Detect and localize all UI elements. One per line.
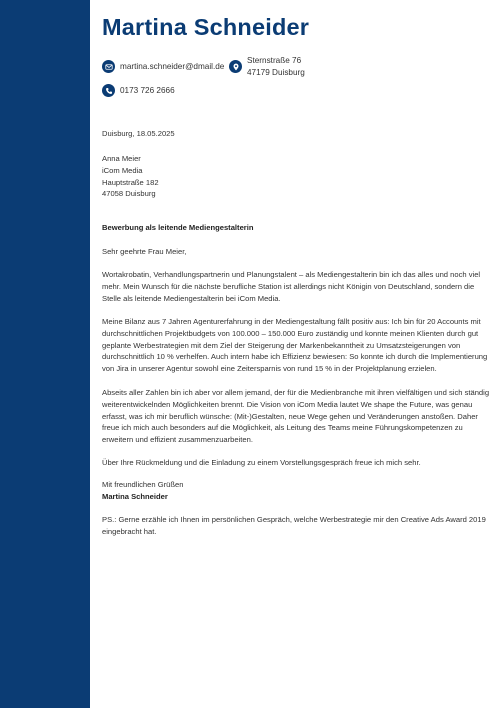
letter-subject: Bewerbung als leitende Mediengestalterin — [102, 223, 254, 232]
paragraph-motivation: Abseits aller Zahlen bin ich aber vor allem jemand, der für die Medienbranche mit ihren vielfältigen und sich ständig weiterentwickelnden Möglichkeiten brennt. Die Vision von iCom Media lautet We shape the Future, was genau erfasst, was ich mir beruflich wünsche: (Mit-)Gestalten, neue Wege gehen und Veränderungen anstoßen. Daher freue ich mich auch besonders auf die Möglichkeit, als Leitung des Teams meine Führungskompetenzen zu erweitern und effizient zusammenzuarbeiten. — [102, 388, 490, 445]
postscript: PS.: Gerne erzähle ich Ihnen im persönlichen Gespräch, welche Werbestrategie mir den Creative Ads Award 2019 eingebracht hat. — [102, 515, 486, 536]
recipient-street: Hauptstraße 182 — [102, 177, 159, 187]
paragraph-experience: Meine Bilanz aus 7 Jahren Agenturerfahrung in der Mediengestaltung fällt positiv aus: Ich bin für 20 Accounts mit durchschnittlichen Projektbudgets von 100.000 – 150.000 Euro zuständig und konnte meinen Klienten durch gut geplante Werbestrategien mit dem Ziel der Steigerung der Markenbekanntheit zu Umsatzsteigerungen von durchschnittlich 10 % verhelfen. Auch intern habe ich Effizienz bewiesen: So konnte ich durch die Implementierung von Jira in unserer Agentur sowohl eine Zeitersparnis von rund 15 % in der Projektplanung erzielen. — [102, 317, 488, 374]
address-street: Sternstraße 76 — [247, 56, 302, 65]
applicant-name: Martina Schneider — [102, 14, 310, 40]
paragraph-closing: Über Ihre Rückmeldung und die Einladung zu einem Vorstellungsgespräch freue ich mich sehr. — [102, 458, 421, 467]
email-text: martina.schneider@dmail.de — [120, 62, 225, 71]
signer-name: Martina Schneider — [102, 491, 168, 501]
paragraph-intro: Wortakrobatin, Verhandlungspartnerin und Planungstalent – als Mediengestalterin bin ich das alles und noch viel mehr. Mein Wunsch für die nächste berufliche Station ist allerdings nicht Königin von Deutschland, sondern die Stelle als leitende Mediengestalterin bei iCom Media. — [102, 270, 481, 303]
closing-phrase: Mit freundlichen Grüßen — [102, 480, 184, 489]
location-pin-icon — [229, 60, 242, 73]
contact-phone[interactable] — [102, 84, 175, 97]
recipient-city: 47058 Duisburg — [102, 189, 156, 199]
recipient-company: iCom Media — [102, 165, 143, 175]
contact-address — [229, 55, 305, 79]
sidebar-accent-bar — [0, 0, 90, 708]
mail-icon — [102, 60, 115, 73]
letter-salutation: Sehr geehrte Frau Meier, — [102, 247, 187, 256]
contact-email[interactable] — [102, 60, 224, 73]
phone-icon — [102, 84, 115, 97]
letter-page — [102, 0, 492, 708]
letter-signoff — [102, 479, 492, 503]
recipient-name: Anna Meier — [102, 154, 141, 163]
address-city: 47179 Duisburg — [247, 68, 305, 77]
recipient-address — [102, 153, 492, 200]
phone-text: 0173 726 2666 — [120, 86, 175, 95]
letter-date: Duisburg, 18.05.2025 — [102, 129, 175, 138]
